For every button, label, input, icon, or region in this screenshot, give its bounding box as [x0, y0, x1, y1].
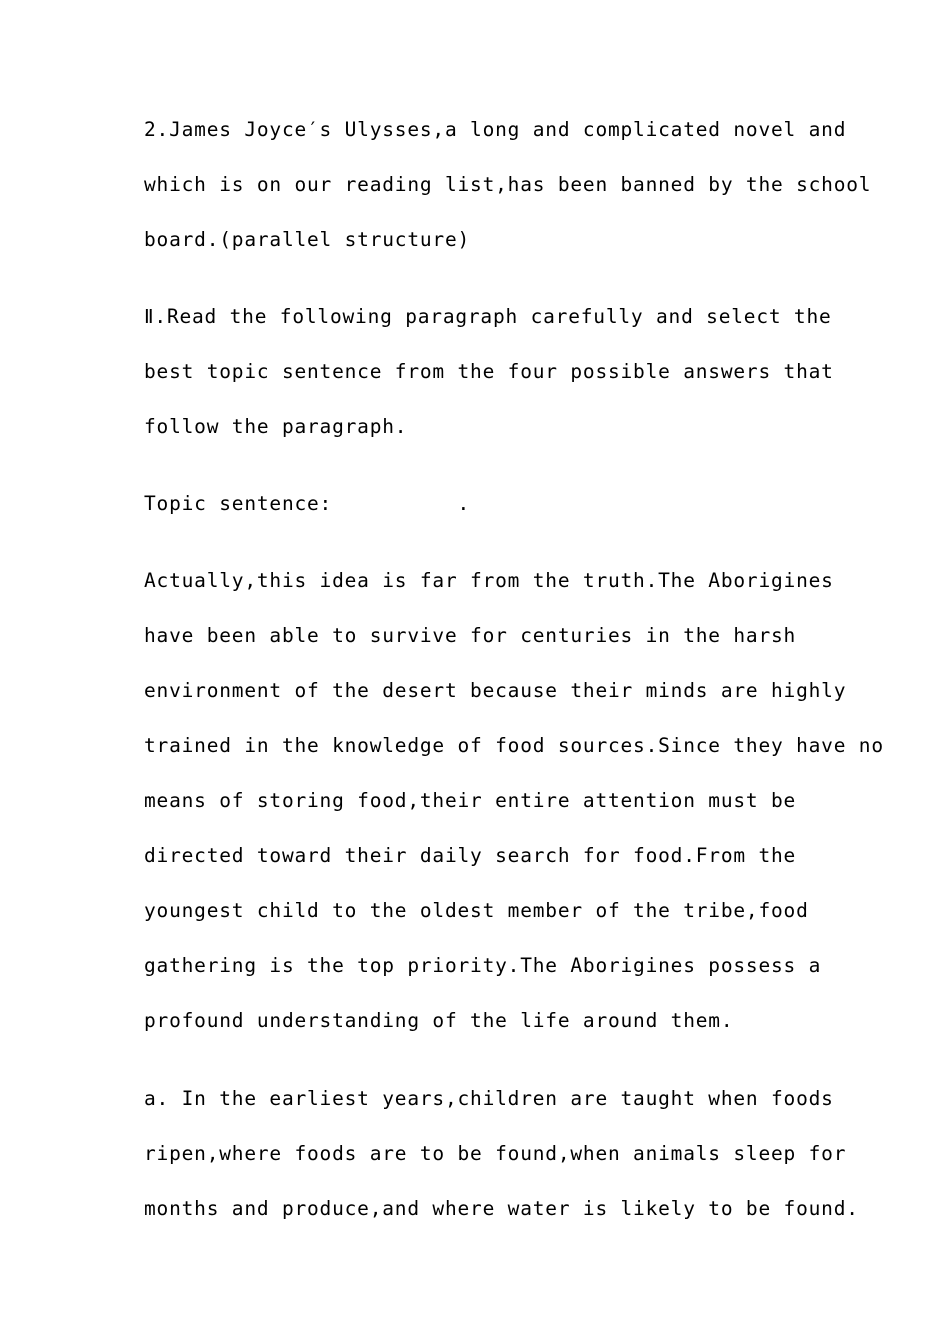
section2-line-3: follow the paragraph. [144, 415, 408, 438]
paragraph-line-6: directed toward their daily search for food.From the [144, 844, 797, 867]
paragraph-line-3: environment of the desert because their minds are highly [144, 679, 847, 702]
paragraph-line-8: gathering is the top priority.The Aborigines possess a [144, 954, 822, 977]
option-a-line-1: a. In the earliest years,children are taught when foods [144, 1087, 834, 1110]
paragraph-line-7: youngest child to the oldest member of the tribe,food [144, 899, 809, 922]
topic-sentence-line: Topic sentence: . [144, 492, 471, 515]
item2-line-1: 2.James Joyce′s Ulysses,a long and complicated novel and [144, 118, 847, 141]
section2-line-1: Ⅱ.Read the following paragraph carefully and select the [144, 305, 832, 328]
item2-line-2: which is on our reading list,has been banned by the school [144, 173, 872, 196]
paragraph-line-4: trained in the knowledge of food sources.Since they have no [144, 734, 884, 757]
paragraph-line-9: profound understanding of the life around them. [144, 1009, 734, 1032]
option-a-line-3: months and produce,and where water is likely to be found. [144, 1197, 859, 1220]
section2-line-2: best topic sentence from the four possible answers that [144, 360, 834, 383]
paragraph-line-2: have been able to survive for centuries in the harsh [144, 624, 797, 647]
paragraph-line-5: means of storing food,their entire attention must be [144, 789, 797, 812]
paragraph-line-1: Actually,this idea is far from the truth.The Aborigines [144, 569, 834, 592]
item2-line-3: board.(parallel structure) [144, 228, 471, 251]
option-a-line-2: ripen,where foods are to be found,when animals sleep for [144, 1142, 847, 1165]
